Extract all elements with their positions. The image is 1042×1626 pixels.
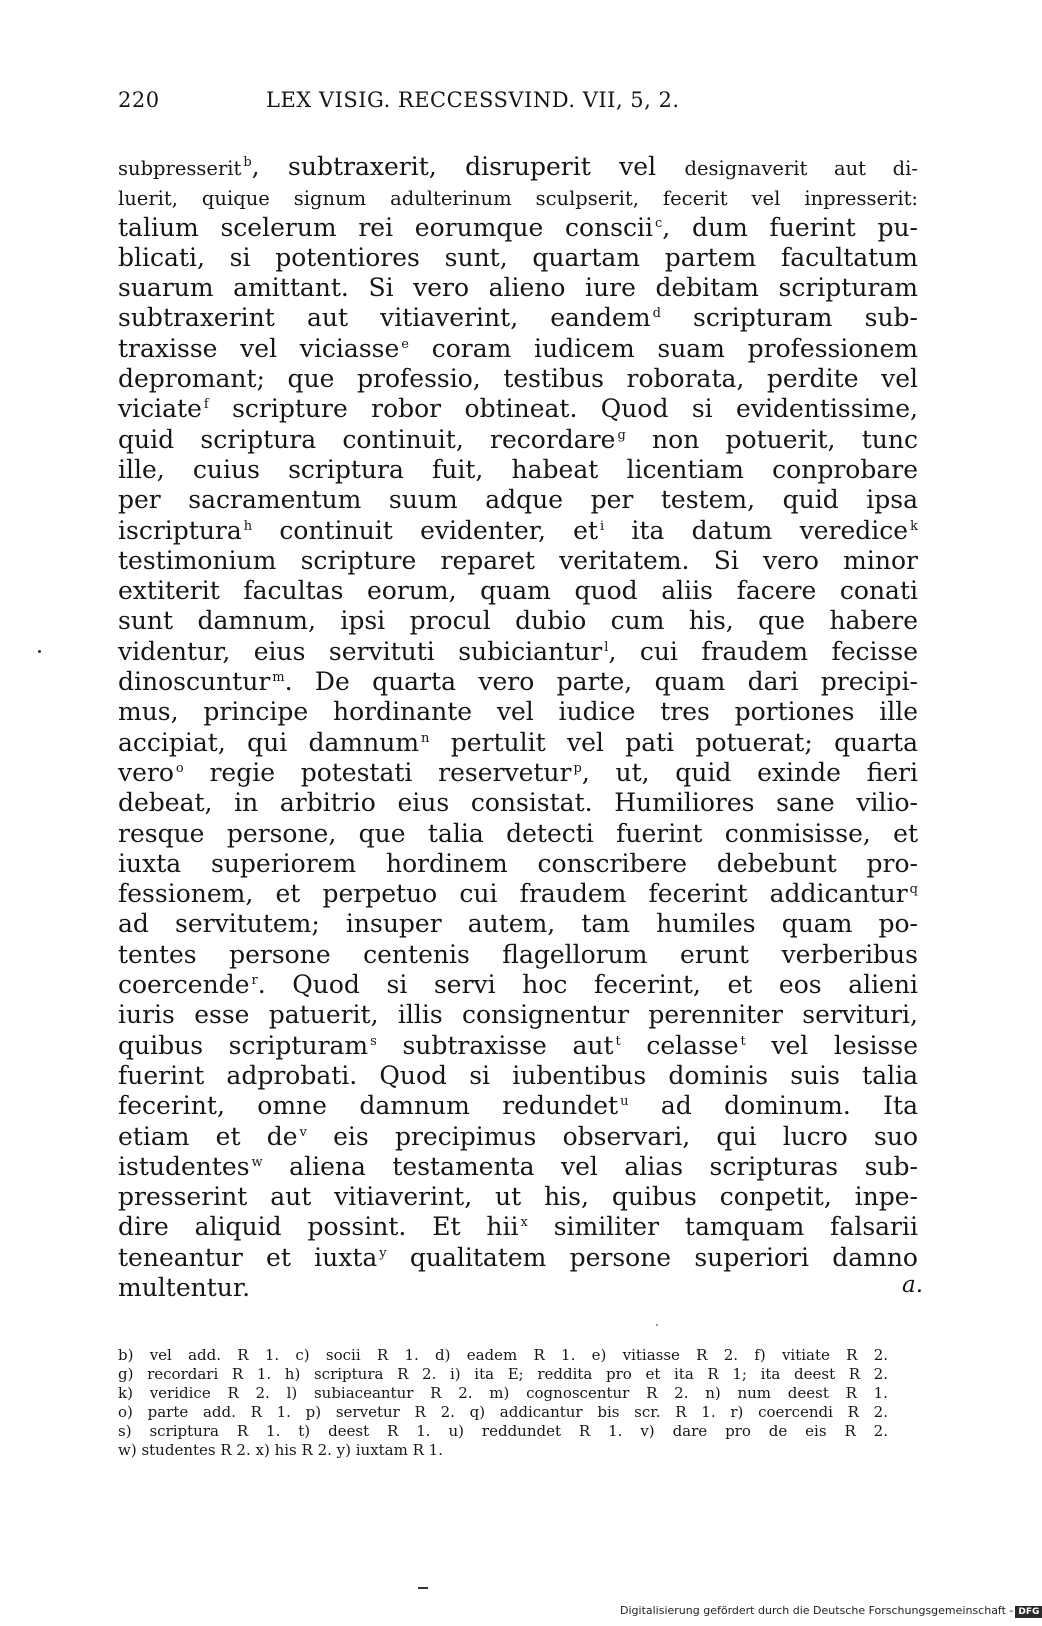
footnote-marker: t [615,1033,621,1049]
text-line [118,637,918,667]
text-line [118,576,918,606]
text-line [118,1122,918,1152]
digitization-credit [620,1604,1042,1618]
footnote-marker: m [272,670,285,686]
page-number: 220 [118,88,160,112]
footnote-marker: u [620,1094,629,1110]
text-line [118,182,918,212]
text-run: fecerint, omne damnum redundet [118,1091,619,1121]
footnote-line: b) vel add. R 1. c) socii R 1. d) eadem R 1. e) vitiasse R 2. f) vitiate R 2. [118,1346,888,1364]
footnote-marker: l [604,639,609,655]
footnote-marker: k [910,518,918,534]
text-line [118,909,918,939]
text-line [118,879,918,909]
footnote-line: o) parte add. R 1. p) servetur R 2. q) addicantur bis scr. R 1. r) coercendi R 2. [118,1403,888,1421]
text-run: coram iudicem suam professionem [409,333,919,363]
text-line [118,1212,918,1242]
text-run: viciate [118,394,202,424]
text-run: . Quod si servi hoc fecerint, et eos alieni [257,970,918,1000]
text-line [118,940,918,970]
text-line [118,970,918,1000]
running-header [118,88,738,124]
text-line [118,1152,918,1182]
text-run: vel lesisse [745,1030,918,1060]
text-line [118,728,918,758]
text-run: dinoscuntur [118,667,271,697]
margin-dot [38,650,41,653]
text-run: extiterit facultas eorum, quam quod aliis facere conati [118,576,918,606]
footnote-marker: p [573,760,582,776]
footnote-marker: s [370,1033,377,1049]
text-line [118,303,918,333]
text-run: istudentes [118,1151,250,1181]
text-run: resque persone, que talia detecti fuerint conmisisse, et [118,818,918,848]
text-run: subtraxisse aut [376,1030,614,1060]
text-run: scripture robor obtineat. Quod si evidentissime, [208,394,918,424]
text-run: debeat, in arbitrio eius consistat. Humiliores sane vilio- [118,788,918,818]
footnote-marker: r [251,973,258,989]
text-run: coercende [118,970,250,1000]
text-line [118,1091,918,1121]
text-run: etiam et de [118,1121,298,1151]
text-line [118,1061,918,1091]
text-run: aliena testamenta vel alias scripturas sub- [262,1151,918,1181]
text-run: celasse [620,1030,739,1060]
text-run: testimonium scripture reparet veritatem. Si vero minor [118,545,918,575]
text-line [118,1000,918,1030]
running-title: LEX VISIG. RECCESSVIND. VII, 5, 2. [266,88,680,112]
text-run: dire aliquid possint. Et hii [118,1212,519,1242]
text-line [118,1182,918,1212]
text-run: fessionem, et perpetuo cui fraudem fecerint addicantur [118,879,908,909]
text-run: depromant; que professio, testibus roborata, perdite vel [118,364,918,394]
dfg-logo: DFG [1015,1606,1042,1618]
footnote-line: k) veridice R 2. l) subiaceantur R 2. m) cognoscentur R 2. n) num deest R 1. [118,1384,888,1402]
footnote-marker: e [401,336,409,352]
text-line [118,819,918,849]
text-line [118,516,918,546]
text-run: multentur. [118,1272,251,1302]
text-run: , ut, quid exinde fieri [581,757,919,787]
text-run: accipiat, qui damnum [118,727,420,757]
footnote-marker: g [617,427,626,443]
footnote-line: w) studentes R 2. x) his R 2. y) iuxtam R 1. [118,1441,443,1459]
text-run: qualitatem persone superiori damno [386,1242,918,1272]
text-line [118,485,918,515]
text-line [118,455,918,485]
text-run: ita datum veredice [604,515,909,545]
text-line [118,697,918,727]
text-line [118,152,918,182]
text-run: traxisse vel viciasse [118,333,400,363]
text-run: ad servitutem; insuper autem, tam humiles quam po- [118,909,918,939]
text-run: luerit, quique signum adulterinum sculpserit, fecerit vel inpresserit: [118,187,918,211]
text-line [118,1243,918,1273]
text-run: . De quarta vero parte, quam dari precipi- [284,667,918,697]
bottom-dash [418,1587,428,1589]
text-run: pertulit vel pati potuerat; quarta [429,727,918,757]
text-run: subtraxerint aut vitiaverint, eandem [118,303,651,333]
text-line [118,243,918,273]
text-run: subpresserit [118,157,242,180]
footnote-marker: n [421,730,430,746]
text-run: regie potestati reservetur [183,757,572,787]
text-run: continuit evidenter, et [252,515,598,545]
footnote-marker: x [520,1215,528,1231]
text-run: sunt damnum, ipsi procul dubio cum his, que habere [118,606,918,636]
footnote-line: s) scriptura R 1. t) deest R 1. u) reddundet R 1. v) dare pro de eis R 2. [118,1422,888,1440]
text-run: ille, cuius scriptura fuit, habeat licentiam conprobare [118,454,918,484]
footnote-line: g) recordari R 1. h) scriptura R 2. i) ita E; reddita pro et ita R 1; ita deest R 2. [118,1365,888,1383]
text-line [118,425,918,455]
text-run: mus, principe hordinante vel iudice tres portiones ille [118,697,918,727]
footnote-marker: i [600,518,605,534]
text-run: non potuerit, tunc [625,424,918,454]
text-line [118,1273,918,1303]
text-line [118,213,918,243]
text-run: talium scelerum rei eorumque conscii [118,212,654,242]
credit-text: Digitalisierung gefördert durch die Deutsche Forschungsgemeinschaft - [620,1604,1014,1617]
text-run: eis precipimus observari, qui lucro suo [306,1121,918,1151]
text-run: designaverit aut di- [684,157,918,180]
text-line [118,606,918,636]
text-run: ad dominum. Ita [628,1091,919,1121]
text-run: tentes persone centenis flagellorum erunt verberibus [118,939,918,969]
text-line [118,758,918,788]
text-run: quid scriptura continuit, recordare [118,424,616,454]
footnote-marker: q [909,882,918,898]
footnote-marker: c [655,215,663,231]
text-line [118,334,918,364]
text-run: per sacramentum suum adque per testem, quid ipsa [118,485,918,515]
footnotes [118,1346,888,1460]
footnote-marker: b [243,155,252,170]
text-line [118,849,918,879]
footnote-marker: h [243,518,253,534]
text-run: quibus scripturam [118,1030,369,1060]
footnote-marker: f [203,397,209,413]
body-text [118,152,918,1303]
text-run: iscriptura [118,515,242,545]
text-run: iuris esse patuerit, illis consignentur perenniter servituri, [118,1000,918,1030]
text-line [118,788,918,818]
footnote-marker: d [652,306,661,322]
text-run: scripturam sub- [660,303,918,333]
text-run: blicati, si potentiores sunt, quartam partem facultatum [118,242,918,272]
footnote-marker: v [299,1124,307,1140]
text-run: presserint aut vitiaverint, ut his, quibus conpetit, inpe- [118,1182,918,1212]
footnote-marker: y [379,1245,387,1261]
text-run: , dum fuerint pu- [662,212,918,242]
text-line [118,667,918,697]
text-run: fuerint adprobati. Quod si iubentibus dominis suis talia [118,1060,918,1090]
footnote-marker: o [175,760,184,776]
text-run: , cui fraudem fecisse [608,636,918,666]
text-run: suarum amittant. Si vero alieno iure debitam scripturam [118,273,918,303]
text-line [118,273,918,303]
text-line [118,1031,918,1061]
text-run: teneantur et iuxta [118,1242,378,1272]
text-line [118,394,918,424]
text-run: vero [118,757,174,787]
text-run: , subtraxerit, disruperit vel [251,152,685,181]
text-line [118,546,918,576]
speck [656,1324,658,1326]
margin-note: a. [902,1272,924,1298]
footnote-marker: t [740,1033,746,1049]
text-line [118,364,918,394]
text-run: iuxta superiorem hordinem conscribere debebunt pro- [118,848,918,878]
footnote-marker: w [251,1154,263,1170]
text-run: videntur, eius servituti subiciantur [118,636,603,666]
text-run: similiter tamquam falsarii [527,1212,918,1242]
